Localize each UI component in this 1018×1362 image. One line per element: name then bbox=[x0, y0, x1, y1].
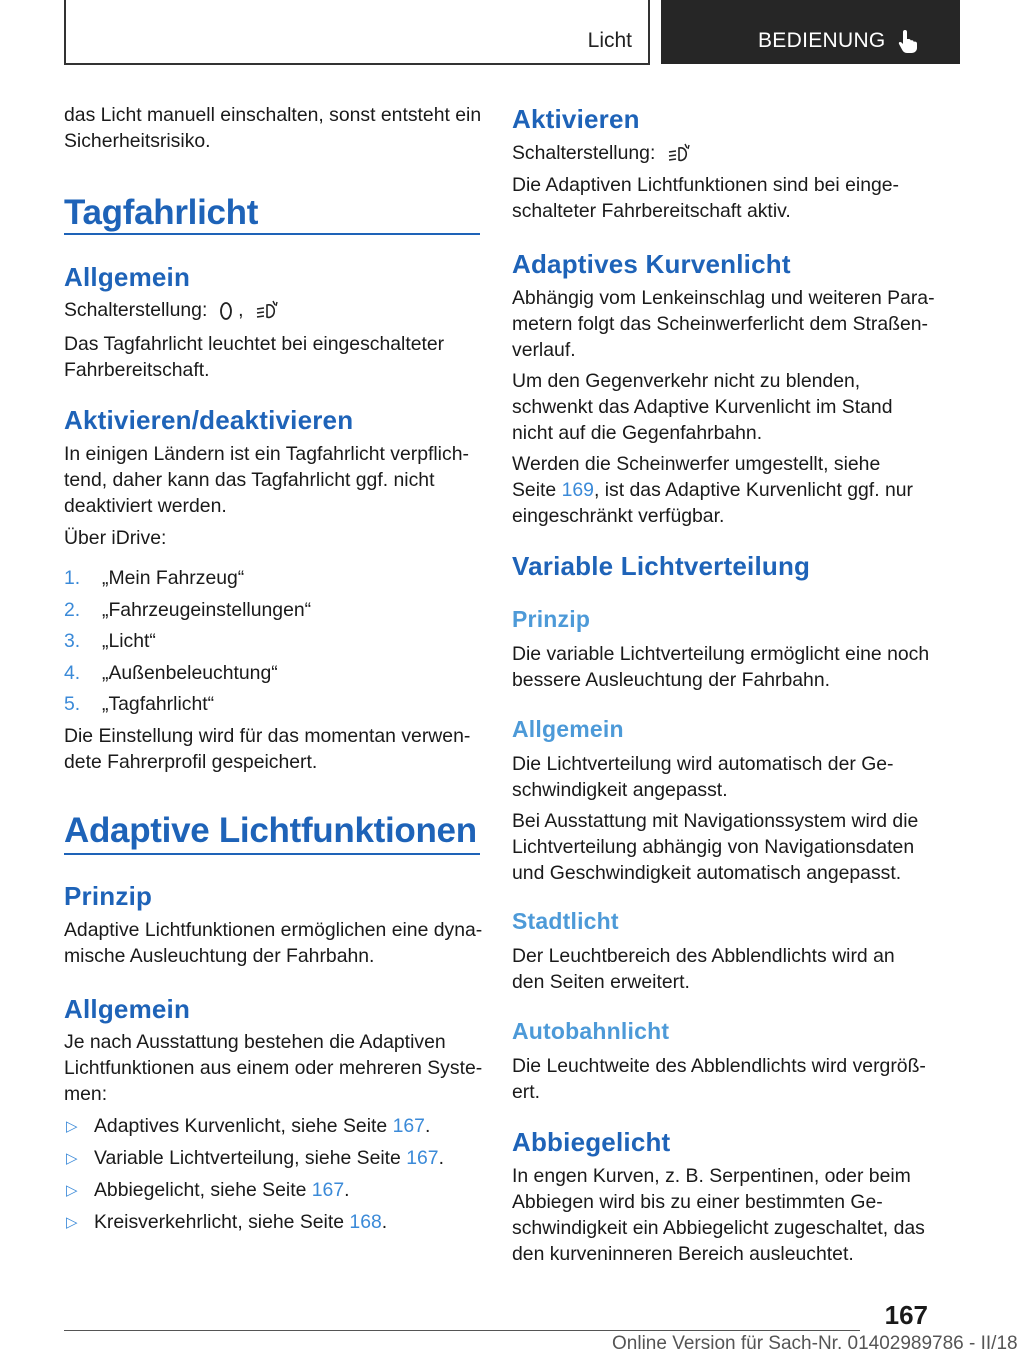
triangle-bullet-icon: ▷ bbox=[66, 1150, 78, 1167]
paragraph-line: bessere Ausleuchtung der Fahrbahn. bbox=[512, 669, 831, 691]
heading-autobahnlicht: Autobahnlicht bbox=[512, 1018, 670, 1044]
paragraph-line: schwindigkeit angepasst. bbox=[512, 779, 728, 801]
paragraph-line: nicht auf die Gegenfahrbahn. bbox=[512, 422, 763, 444]
paragraph-line: Abhängig vom Lenkeinschlag und weiteren Para‐ bbox=[512, 287, 935, 309]
paragraph-line: ert. bbox=[512, 1081, 541, 1103]
step-number: 2. bbox=[64, 599, 81, 621]
heading-rule bbox=[64, 233, 480, 235]
heading-adaptive-lichtfunktionen: Adaptive Lichtfunktionen bbox=[64, 811, 477, 850]
paragraph-line: Lichtfunktionen aus einem oder mehreren Syste‐ bbox=[64, 1057, 483, 1079]
list-item-text: Abbiegelicht, siehe Seite 167. bbox=[94, 1179, 350, 1201]
paragraph-line: verlauf. bbox=[512, 339, 576, 361]
switch-position-label: Schalterstellung: bbox=[64, 299, 208, 321]
step-number: 3. bbox=[64, 630, 81, 652]
header-tab-left bbox=[64, 0, 650, 64]
auto-light-icon bbox=[667, 143, 693, 165]
list-item-text: Adaptives Kurvenlicht, siehe Seite 167. bbox=[94, 1115, 431, 1137]
page-link[interactable]: 167 bbox=[392, 1115, 425, 1137]
paragraph-line: Um den Gegenverkehr nicht zu blenden, bbox=[512, 370, 861, 392]
step-text: „Tagfahrlicht“ bbox=[102, 693, 215, 715]
auto-light-icon bbox=[255, 300, 281, 322]
paragraph-line: schalteter Fahrbereitschaft aktiv. bbox=[512, 200, 791, 222]
paragraph-line: dete Fahrerprofil gespeichert. bbox=[64, 751, 318, 773]
light-switch-off-icon bbox=[219, 301, 233, 321]
triangle-bullet-icon: ▷ bbox=[66, 1182, 78, 1199]
intro-text-line: Sicherheitsrisiko. bbox=[64, 130, 211, 152]
paragraph-line: Lichtverteilung abhängig von Navigationsdaten bbox=[512, 836, 915, 858]
paragraph-line: In engen Kurven, z. B. Serpentinen, oder beim bbox=[512, 1165, 911, 1187]
intro-text-line: das Licht manuell einschalten, sonst entsteht ein bbox=[64, 104, 482, 126]
page-number: 167 bbox=[884, 1300, 928, 1330]
step-number: 5. bbox=[64, 693, 81, 715]
switch-position-line bbox=[64, 298, 281, 324]
step-number: 1. bbox=[64, 567, 81, 589]
page-link[interactable]: 167 bbox=[406, 1147, 439, 1169]
paragraph-line: Werden die Scheinwerfer umgestellt, siehe bbox=[512, 453, 881, 475]
paragraph-line: In einigen Ländern ist ein Tagfahrlicht verpflich‐ bbox=[64, 443, 469, 465]
heading-abbiegelicht: Abbiegelicht bbox=[512, 1127, 671, 1157]
heading-aktivieren: Aktivieren bbox=[512, 104, 640, 134]
heading-tagfahrlicht: Tagfahrlicht bbox=[64, 193, 259, 232]
paragraph-line: Die Adaptiven Lichtfunktionen sind bei einge‐ bbox=[512, 174, 899, 196]
heading-adaptives-kurvenlicht: Adaptives Kurvenlicht bbox=[512, 249, 791, 279]
paragraph-line: deaktiviert werden. bbox=[64, 495, 227, 517]
paragraph-line: den kurveninneren Bereich ausleuchtet. bbox=[512, 1243, 854, 1265]
paragraph-line: Abbiegen wird bis zu einer bestimmten Ge‐ bbox=[512, 1191, 883, 1213]
paragraph-line: Je nach Ausstattung bestehen die Adaptiven bbox=[64, 1031, 446, 1053]
step-text: „Mein Fahrzeug“ bbox=[102, 567, 245, 589]
list-item-text: Variable Lichtverteilung, siehe Seite 167. bbox=[94, 1147, 444, 1169]
page-link[interactable]: 168 bbox=[349, 1211, 382, 1233]
header-rule bbox=[64, 63, 650, 65]
page-link[interactable]: 167 bbox=[311, 1179, 345, 1201]
paragraph-line: und Geschwindigkeit automatisch angepasst. bbox=[512, 862, 902, 884]
switch-position-label: Schalterstellung: bbox=[512, 142, 656, 164]
footer-note: Online Version für Sach-Nr. 01402989786 - II/18 bbox=[612, 1333, 1018, 1354]
paragraph-line: Seite 169, ist das Adaptive Kurvenlicht ggf. nur bbox=[512, 479, 913, 501]
paragraph-line: Die variable Lichtverteilung ermöglicht eine noch bbox=[512, 643, 930, 665]
footer-rule bbox=[64, 1330, 860, 1331]
paragraph-line: Die Lichtverteilung wird automatisch der Ge‐ bbox=[512, 753, 894, 775]
paragraph-line: Der Leuchtbereich des Abblendlichts wird an bbox=[512, 945, 895, 967]
heading-allgemein: Allgemein bbox=[64, 262, 191, 292]
paragraph-line: men: bbox=[64, 1083, 108, 1105]
paragraph-line: Bei Ausstattung mit Navigationssystem wird die bbox=[512, 810, 919, 832]
page-link[interactable]: 169 bbox=[561, 479, 594, 501]
paragraph-line: Über iDrive: bbox=[64, 527, 167, 549]
heading-variable-lichtverteilung: Variable Lichtverteilung bbox=[512, 551, 811, 581]
paragraph-line: schwenkt das Adaptive Kurvenlicht im Stand bbox=[512, 396, 893, 418]
icon-separator: , bbox=[238, 299, 244, 321]
pointing-hand-icon bbox=[896, 28, 920, 54]
paragraph-line: Die Leuchtweite des Abblendlichts wird vergröß‐ bbox=[512, 1055, 926, 1077]
paragraph-line: eingeschränkt verfügbar. bbox=[512, 505, 725, 527]
paragraph-line: Das Tagfahrlicht leuchtet bei eingeschalteter bbox=[64, 333, 445, 355]
paragraph-line: tend, daher kann das Tagfahrlicht ggf. nicht bbox=[64, 469, 435, 491]
heading-rule bbox=[64, 853, 480, 855]
paragraph-line: Adaptive Lichtfunktionen ermöglichen eine dyna‐ bbox=[64, 919, 483, 941]
switch-position-line bbox=[512, 141, 693, 167]
step-text: „Fahrzeugeinstellungen“ bbox=[102, 599, 312, 621]
paragraph-line: Die Einstellung wird für das momentan verwen‐ bbox=[64, 725, 471, 747]
paragraph-line: metern folgt das Scheinwerferlicht dem Straßen‐ bbox=[512, 313, 928, 335]
section-title: BEDIENUNG bbox=[758, 29, 886, 52]
triangle-bullet-icon: ▷ bbox=[66, 1214, 78, 1231]
paragraph-line: schwindigkeit ein Abbiegelicht zugeschaltet, das bbox=[512, 1217, 925, 1239]
heading-prinzip: Prinzip bbox=[64, 881, 153, 911]
step-text: „Außenbeleuchtung“ bbox=[102, 662, 278, 684]
heading-prinzip: Prinzip bbox=[512, 606, 591, 632]
chapter-title: Licht bbox=[587, 29, 632, 52]
heading-allgemein: Allgemein bbox=[64, 994, 191, 1024]
paragraph-line: Fahrbereitschaft. bbox=[64, 359, 210, 381]
step-text: „Licht“ bbox=[102, 630, 156, 652]
paragraph-line: mische Ausleuchtung der Fahrbahn. bbox=[64, 945, 375, 967]
heading-aktivieren-deaktivieren: Aktivieren/deaktivieren bbox=[64, 405, 354, 435]
heading-allgemein: Allgemein bbox=[512, 716, 624, 742]
step-number: 4. bbox=[64, 662, 81, 684]
paragraph-line: den Seiten erweitert. bbox=[512, 971, 690, 993]
list-item-text: Kreisverkehrlicht, siehe Seite 168. bbox=[94, 1211, 388, 1233]
heading-stadtlicht: Stadtlicht bbox=[512, 908, 619, 934]
triangle-bullet-icon: ▷ bbox=[66, 1118, 78, 1135]
